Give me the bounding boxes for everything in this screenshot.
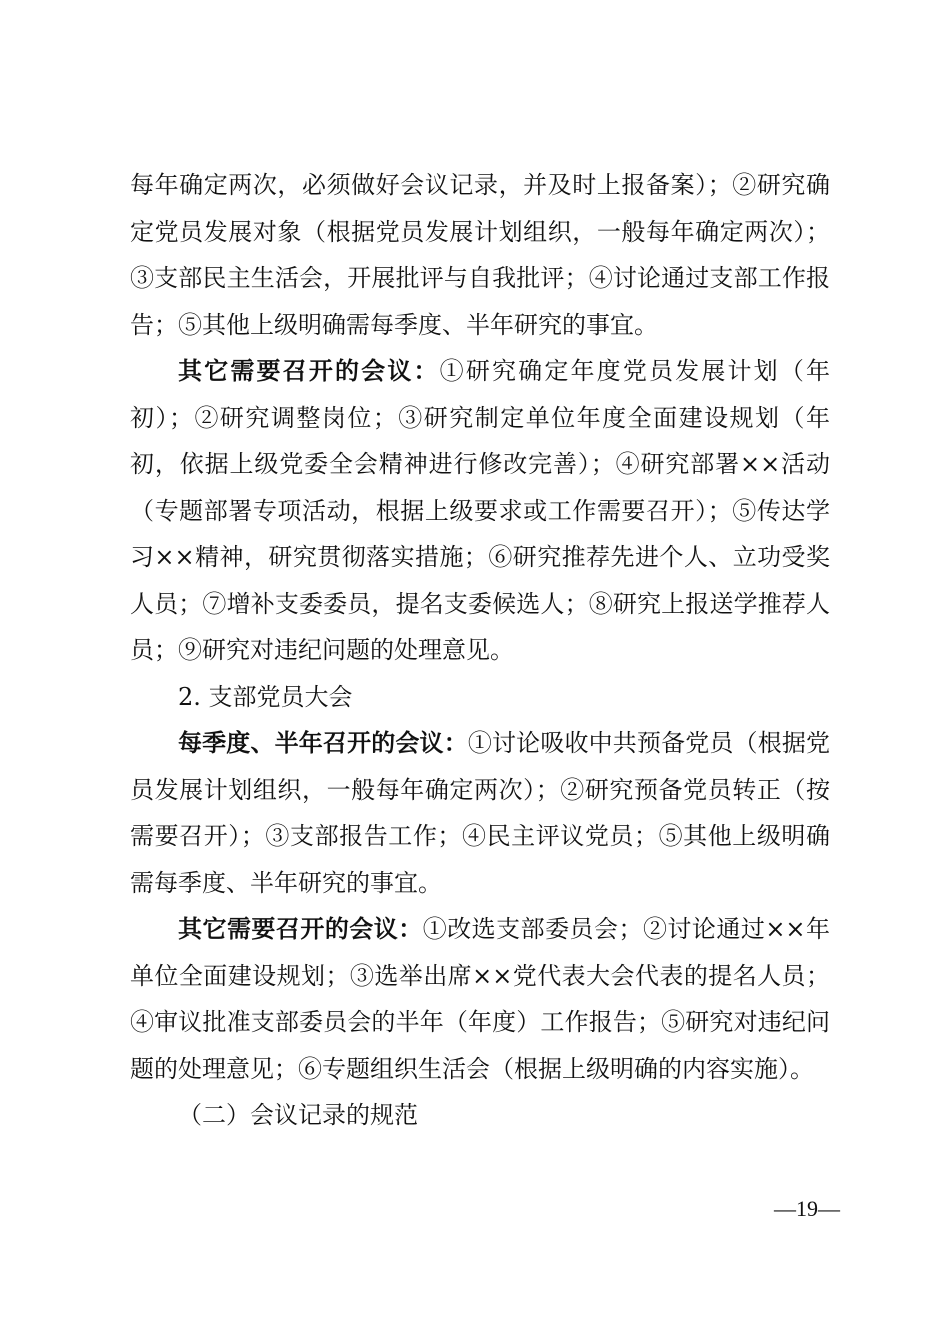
paragraph-label: 每季度、半年召开的会议：	[178, 729, 468, 757]
paragraph-text: ①讨论吸收中共预备党员（根据党员发展计划组织，一般每年确定两次）；②研究预备党员转正（按需要召开）；③支部报告工作；④民主评议党员；⑤其他上级明确需每季度、半年研究的事宜。	[130, 729, 831, 897]
paragraph-other-meetings-assembly	[130, 906, 830, 1092]
subsection-heading: 2. 支部党员大会	[178, 682, 353, 711]
section-heading: （二）会议记录的规范	[178, 1101, 418, 1129]
paragraph-text: ①研究确定年度党员发展计划（年初）；②研究调整岗位；③研究制定单位年度全面建设规划（年初，依据上级党委全会精神进行修改完善）；④研究部署××活动（专题部署专项活动，根据上级要求或工作需要召开）；⑤传达学习××精神，研究贯彻落实措施；⑥研究推荐先进个人、立功受奖人员；⑦增补支委委员，提名支委候选人；⑧研究上报送学推荐人员；⑨研究对违纪问题的处理意见。	[130, 357, 831, 664]
paragraph-text: ①改选支部委员会；②讨论通过××年单位全面建设规划；③选举出席××党代表大会代表的提名人员；④审议批准支部委员会的半年（年度）工作报告；⑤研究对违纪问题的处理意见；⑥专题组织生活会（根据上级明确的内容实施）。	[130, 915, 831, 1083]
paragraph-continuation: 每年确定两次，必须做好会议记录，并及时上报备案）；②研究确定党员发展对象（根据党员发展计划组织，一般每年确定两次）；③支部民主生活会，开展批评与自我批评；④讨论通过支部工作报告；⑤其他上级明确需每季度、半年研究的事宜。	[130, 171, 830, 339]
document-body	[130, 162, 830, 1139]
paragraph-other-meetings-committee	[130, 348, 830, 674]
paragraph-label: 其它需要召开的会议：	[178, 915, 423, 943]
paragraph-quarterly-meetings	[130, 720, 830, 906]
paragraph-label: 其它需要召开的会议：	[178, 357, 440, 385]
page-number: —19—	[774, 1196, 840, 1221]
